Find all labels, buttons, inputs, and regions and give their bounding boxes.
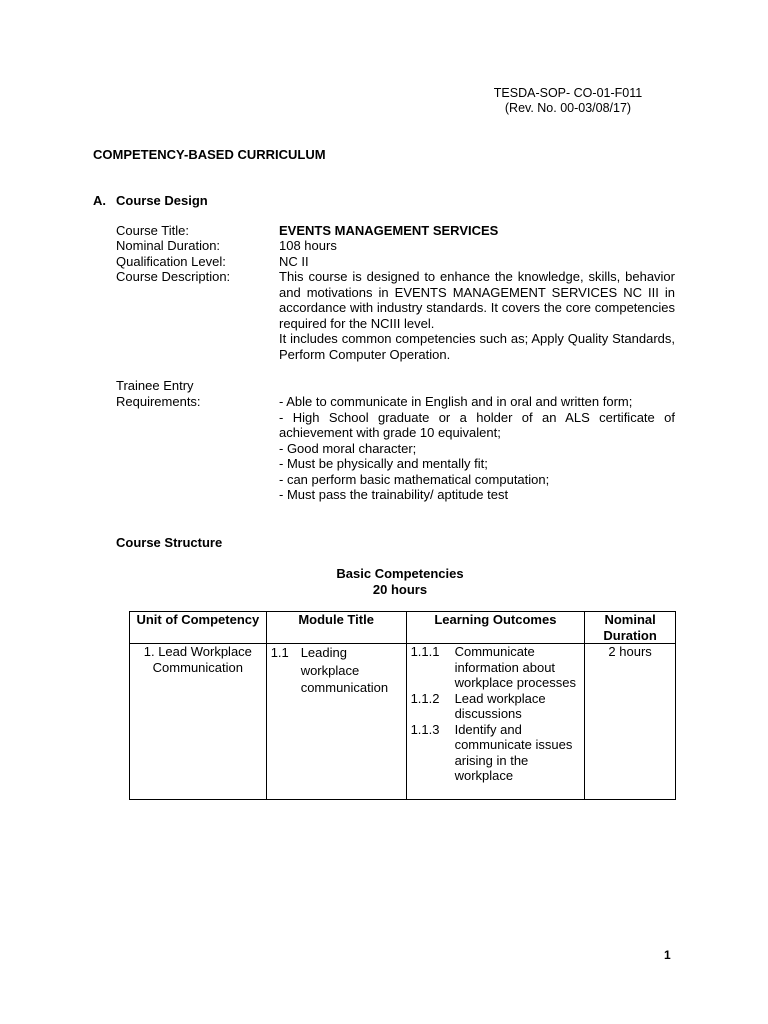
- entry-requirements-label: Trainee Entry Requirements:: [116, 378, 201, 409]
- list-item: - can perform basic mathematical computation;: [279, 471, 550, 487]
- column-header-outcomes: Learning Outcomes: [406, 612, 585, 644]
- page-title: COMPETENCY-BASED CURRICULUM: [93, 147, 326, 162]
- section-letter: A.: [93, 193, 106, 208]
- page-number: 1: [664, 948, 671, 962]
- qualification-value: NC II: [279, 254, 309, 269]
- unit-cell: 1. Lead Workplace Communication: [130, 644, 267, 800]
- table-header-row: [130, 612, 676, 644]
- module-cell: [266, 644, 406, 800]
- description-value: [279, 269, 675, 362]
- document-reference: [468, 86, 668, 116]
- table-caption: [240, 566, 560, 597]
- list-item: - Good moral character;: [279, 440, 417, 456]
- course-title-label: Course Title:: [116, 223, 189, 238]
- course-title-value: EVENTS MANAGEMENT SERVICES: [279, 223, 499, 238]
- list-item: - High School graduate or a holder of an ALS certificate of achievement with grade 10 equivalent;: [279, 409, 675, 440]
- section-label: Course Design: [116, 193, 208, 208]
- table-row: [130, 644, 676, 800]
- section-heading: [93, 193, 208, 208]
- table-title: Basic Competencies: [336, 566, 464, 581]
- column-header-unit: Unit of Competency: [130, 612, 267, 644]
- course-structure-heading: Course Structure: [116, 535, 223, 550]
- qualification-label: Qualification Level:: [116, 254, 226, 269]
- form-code: TESDA-SOP- CO-01-F011: [493, 86, 643, 100]
- learning-outcome: 1.1.1 Communicate information about workplace processes: [410, 644, 576, 690]
- learning-outcome: 1.1.3 Identify and communicate issues arising in the workplace: [410, 721, 573, 783]
- description-paragraph: It includes common competencies such as; Apply Quality Standards, Perform Computer Operation.: [279, 331, 675, 362]
- duration-label: Nominal Duration:: [116, 238, 221, 253]
- outcomes-cell: [406, 644, 585, 800]
- list-item: - Able to communicate in English and in oral and written form;: [279, 394, 633, 409]
- table-hours: 20 hours: [372, 581, 428, 597]
- learning-outcome: 1.1.2 Lead workplace discussions: [410, 690, 546, 721]
- column-header-module: Module Title: [266, 612, 406, 644]
- description-paragraph: This course is designed to enhance the knowledge, skills, behavior and motivations in EVENTS MANAGEMENT SERVICES NC III in accordance with industry standards. It covers the core competencies required for the NCIII level.: [279, 269, 675, 331]
- duration-cell: 2 hours: [585, 644, 676, 800]
- list-item: - Must be physically and mentally fit;: [279, 456, 488, 471]
- description-label: Course Description:: [116, 269, 231, 284]
- column-header-duration: Nominal Duration: [585, 612, 676, 644]
- duration-value: 108 hours: [279, 238, 337, 253]
- list-item: - Must pass the trainability/ aptitude test: [279, 487, 509, 502]
- entry-requirements-list: [279, 394, 675, 503]
- revision-number: (Rev. No. 00-03/08/17): [504, 101, 632, 115]
- module-number: 1.1: [270, 645, 289, 660]
- module-title: Leading workplace communication: [300, 645, 389, 695]
- competency-table: [129, 611, 676, 800]
